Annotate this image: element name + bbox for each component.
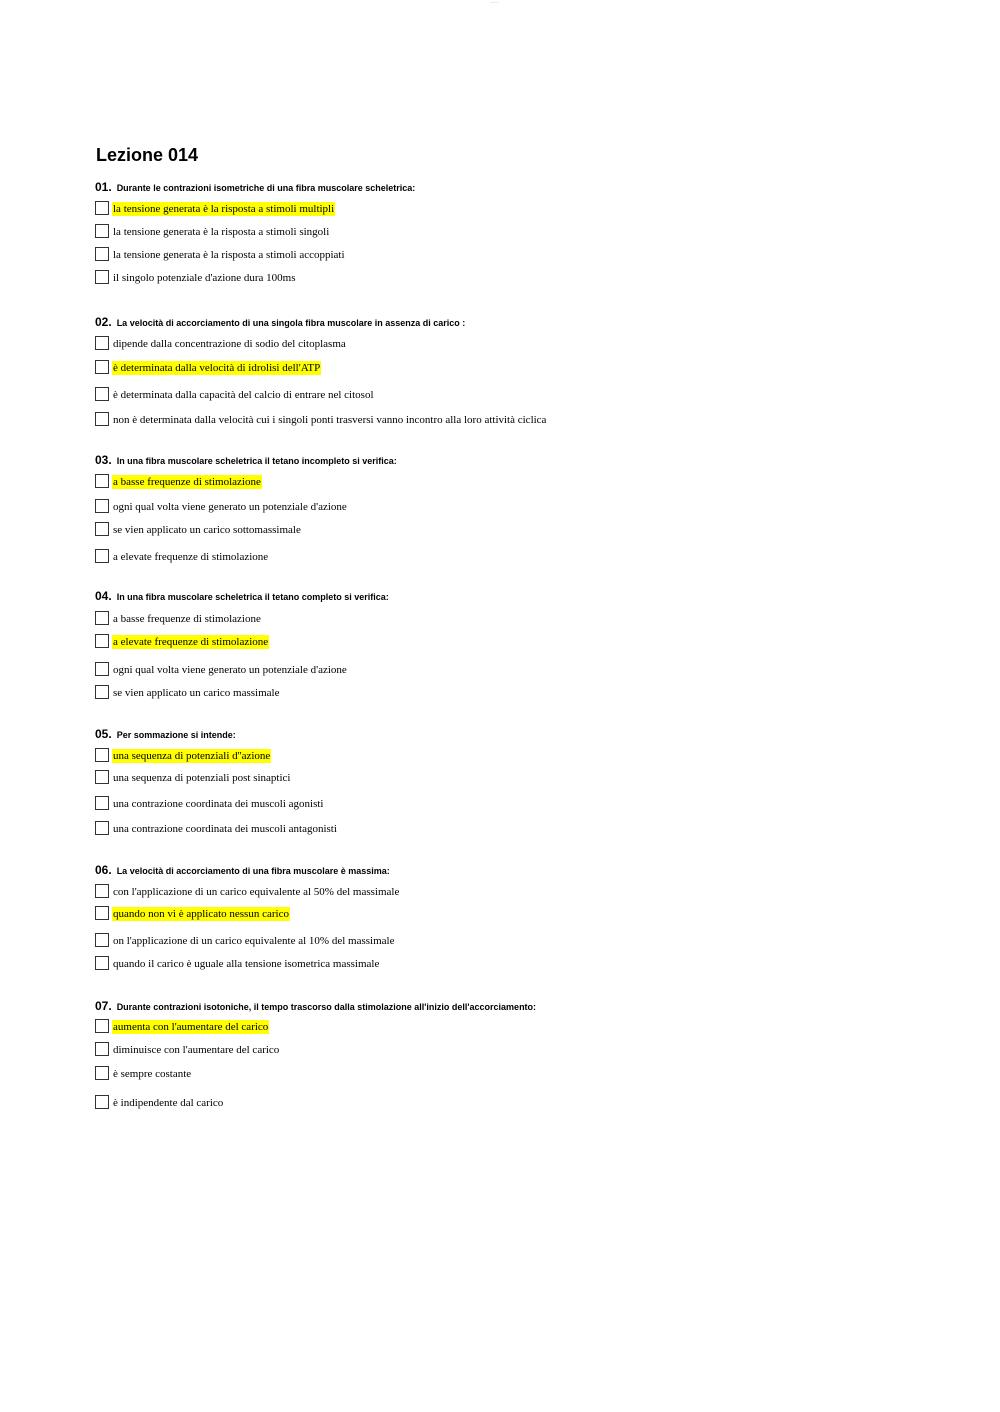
question-header [95, 725, 236, 743]
question-text: La velocità di accorciamento di una singola fibra muscolare in assenza di carico : [116, 318, 466, 328]
checkbox[interactable] [95, 1042, 109, 1056]
checkbox[interactable] [95, 611, 109, 625]
answer-text: la tensione generata è la risposta a stimoli accoppiati [113, 249, 345, 261]
answer-text: se vien applicato un carico sottomassimale [113, 524, 301, 536]
answer-text: quando il carico è uguale alla tensione isometrica massimale [113, 958, 380, 970]
answer-text: on l'applicazione di un carico equivalente al 10% del massimale [113, 935, 395, 947]
answer-text: se vien applicato un carico massimale [113, 687, 280, 699]
answer-text: a elevate frequenze di stimolazione [113, 551, 269, 563]
answer-text: a elevate frequenze di stimolazione [113, 636, 269, 648]
question-number: 04. [95, 589, 112, 603]
answer-text: la tensione generata è la risposta a stimoli multipli [113, 203, 335, 215]
question-number: 07. [95, 999, 112, 1013]
header-mark: ——— [490, 0, 499, 4]
answer-text: a basse frequenze di stimolazione [113, 476, 261, 488]
checkbox[interactable] [95, 685, 109, 699]
question-header [95, 587, 389, 605]
question-text: Durante contrazioni isotoniche, il tempo trascorso dalla stimolazione all'inizio dell'accorciamento: [116, 1002, 537, 1012]
checkbox[interactable] [95, 336, 109, 350]
answer-text: il singolo potenziale d'azione dura 100ms [113, 272, 296, 284]
answer-text: aumenta con l'aumentare del carico [113, 1021, 269, 1033]
checkbox[interactable] [95, 224, 109, 238]
question-text: In una fibra muscolare scheletrica il tetano incompleto si verifica: [116, 456, 397, 466]
checkbox[interactable] [95, 1066, 109, 1080]
checkbox[interactable] [95, 360, 109, 374]
answer-text: è indipendente dal carico [113, 1097, 224, 1109]
answer-text: è determinata dalla capacità del calcio di entrare nel citosol [113, 389, 374, 401]
answer-text: con l'applicazione di un carico equivalente al 50% del massimale [113, 886, 400, 898]
answer-text: non è determinata dalla velocità cui i singoli ponti trasversi vanno incontro alla loro attività ciclica [113, 414, 547, 426]
checkbox[interactable] [95, 549, 109, 563]
checkbox[interactable] [95, 770, 109, 784]
answer-text: quando non vi è applicato nessun carico [113, 908, 289, 920]
answer-text: dipende dalla concentrazione di sodio del citoplasma [113, 338, 346, 350]
page-title: Lezione 014 [96, 145, 199, 165]
checkbox[interactable] [95, 522, 109, 536]
answer-text: è determinata dalla velocità di idrolisi dell'ATP [113, 362, 321, 374]
answer-text: ogni qual volta viene generato un potenziale d'azione [113, 501, 347, 513]
checkbox[interactable] [95, 662, 109, 676]
answer-text: una contrazione coordinata dei muscoli agonisti [113, 798, 324, 810]
checkbox[interactable] [95, 270, 109, 284]
question-number: 01. [95, 180, 112, 194]
answer-text: la tensione generata è la risposta a stimoli singoli [113, 226, 330, 238]
checkbox[interactable] [95, 1019, 109, 1033]
answer-text: una sequenza di potenziali post sinaptici [113, 772, 291, 784]
checkbox[interactable] [95, 201, 109, 215]
answer-text: diminuisce con l'aumentare del carico [113, 1044, 280, 1056]
checkbox[interactable] [95, 474, 109, 488]
checkbox[interactable] [95, 821, 109, 835]
answer-text: è sempre costante [113, 1068, 192, 1080]
checkbox[interactable] [95, 884, 109, 898]
checkbox[interactable] [95, 933, 109, 947]
checkbox[interactable] [95, 956, 109, 970]
question-header [95, 313, 465, 331]
checkbox[interactable] [95, 247, 109, 261]
checkbox[interactable] [95, 499, 109, 513]
question-number: 06. [95, 863, 112, 877]
question-header [95, 997, 536, 1015]
checkbox[interactable] [95, 387, 109, 401]
checkbox[interactable] [95, 412, 109, 426]
question-number: 02. [95, 315, 112, 329]
answer-text: una sequenza di potenziali d''azione [113, 750, 271, 762]
checkbox[interactable] [95, 1095, 109, 1109]
question-text: La velocità di accorciamento di una fibra muscolare è massima: [116, 866, 390, 876]
checkbox[interactable] [95, 634, 109, 648]
question-header [95, 178, 415, 196]
question-text: Durante le contrazioni isometriche di una fibra muscolare scheletrica: [116, 183, 416, 193]
question-number: 05. [95, 727, 112, 741]
answer-text: ogni qual volta viene generato un potenziale d'azione [113, 664, 347, 676]
question-text: Per sommazione si intende: [116, 730, 236, 740]
question-header [95, 861, 390, 879]
checkbox[interactable] [95, 796, 109, 810]
question-header [95, 451, 397, 469]
answer-text: a basse frequenze di stimolazione [113, 613, 261, 625]
question-number: 03. [95, 453, 112, 467]
checkbox[interactable] [95, 748, 109, 762]
checkbox[interactable] [95, 906, 109, 920]
question-text: In una fibra muscolare scheletrica il tetano completo si verifica: [116, 592, 389, 602]
answer-text: una contrazione coordinata dei muscoli antagonisti [113, 823, 337, 835]
